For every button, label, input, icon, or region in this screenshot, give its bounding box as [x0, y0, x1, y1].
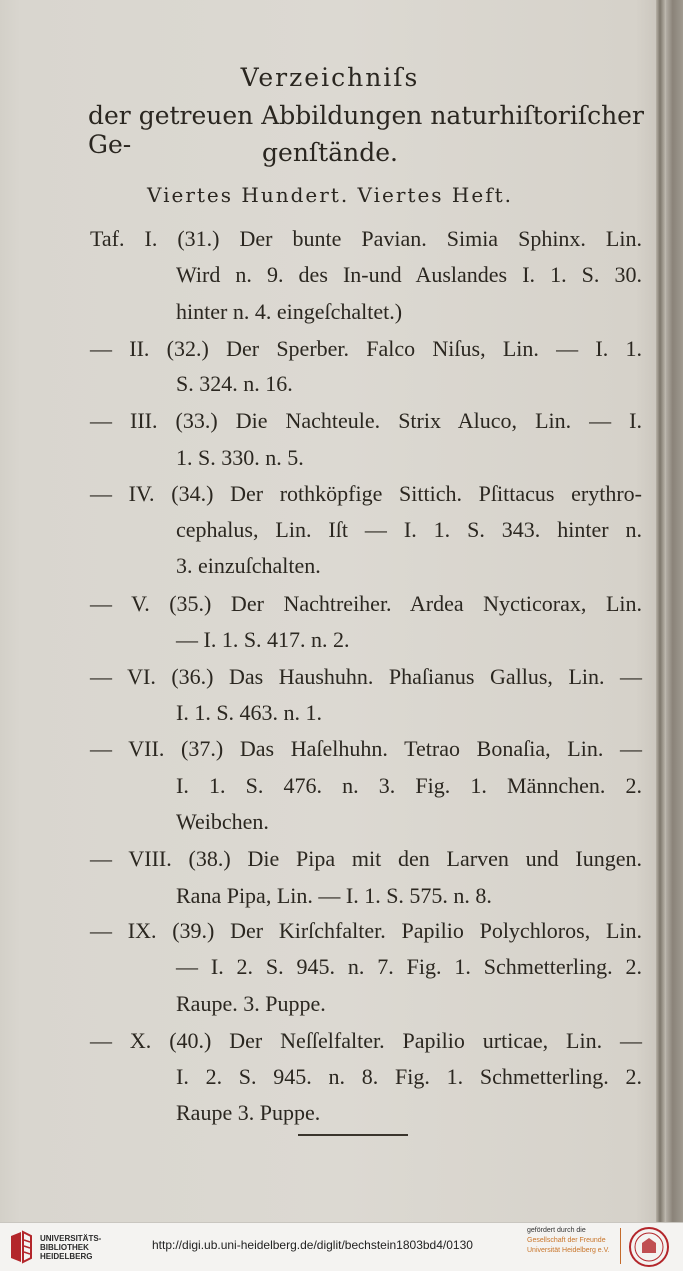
entry-line: — IV. (34.) Der rothköpfige Sittich. Pſittacus erythro-	[90, 481, 642, 506]
entry-line: Taf. I. (31.) Der bunte Pavian. Simia Sphinx. Lin.	[90, 226, 642, 251]
entry-line: Weibchen.	[176, 809, 269, 834]
entry-line: Wird n. 9. des In-und Auslandes I. 1. S. 30.	[176, 262, 642, 287]
footer-divider	[620, 1228, 621, 1264]
entry-line: cephalus, Lin. Iſt — I. 1. S. 343. hinter n.	[176, 517, 642, 542]
funding-line-1: gefördert durch die	[527, 1227, 586, 1234]
entry-line: — IX. (39.) Der Kirſchfalter. Papilio Polychloros, Lin.	[90, 918, 642, 943]
university-seal-icon	[628, 1226, 670, 1268]
funding-line-2: Gesellschaft der Freunde	[527, 1237, 606, 1244]
entry-line: — VII. (37.) Das Haſelhuhn. Tetrao Bonaſia, Lin. —	[90, 736, 642, 761]
entry-line: — II. (32.) Der Sperber. Falco Niſus, Lin. — I. 1.	[90, 336, 642, 361]
heading-title: Verzeichniſs	[240, 63, 420, 92]
closing-rule	[298, 1134, 408, 1136]
heading-line-2: der getreuen Abbildungen naturhiſtoriſcher Ge-	[88, 101, 644, 159]
entry-line: Raupe. 3. Puppe.	[176, 991, 326, 1016]
subheading: Viertes Hundert. Viertes Heft.	[147, 183, 513, 207]
entry-line: — I. 2. S. 945. n. 7. Fig. 1. Schmetterling. 2.	[176, 954, 642, 979]
heading-line-3: genſtände.	[262, 138, 398, 167]
entry-line: — VI. (36.) Das Haushuhn. Phaſianus Gallus, Lin. —	[90, 664, 642, 689]
entry-line: — VIII. (38.) Die Pipa mit den Larven und Iungen.	[90, 846, 642, 871]
library-logo-icon	[8, 1230, 34, 1264]
entry-line: I. 1. S. 463. n. 1.	[176, 700, 323, 725]
entry-line: hinter n. 4. eingeſchaltet.)	[176, 299, 403, 324]
funding-note	[527, 1226, 610, 1256]
entry-line: 3. einzuſchalten.	[176, 553, 321, 578]
entry-line: S. 324. n. 16.	[176, 371, 293, 396]
funding-line-3: Universität Heidelberg e.V.	[527, 1247, 610, 1254]
entry-line: I. 2. S. 945. n. 8. Fig. 1. Schmetterling. 2.	[176, 1064, 642, 1089]
entry-line: — III. (33.) Die Nachteule. Strix Aluco, Lin. — I.	[90, 408, 642, 433]
entry-line: Raupe 3. Puppe.	[176, 1100, 321, 1125]
entry-line: Rana Pipa, Lin. — I. 1. S. 575. n. 8.	[176, 883, 492, 908]
entry-line: 1. S. 330. n. 5.	[176, 445, 304, 470]
library-name: UNIVERSITÄTS- BIBLIOTHEK HEIDELBERG	[40, 1234, 102, 1261]
page-url[interactable]: http://digi.ub.uni-heidelberg.de/diglit/bechstein1803bd4/0130	[152, 1238, 473, 1252]
entry-line: — X. (40.) Der Neſſelfalter. Papilio urticae, Lin. —	[90, 1028, 642, 1053]
entry-line: — I. 1. S. 417. n. 2.	[176, 627, 350, 652]
entry-line: — V. (35.) Der Nachtreiher. Ardea Nycticorax, Lin.	[90, 591, 642, 616]
entry-line: I. 1. S. 476. n. 3. Fig. 1. Männchen. 2.	[176, 773, 642, 798]
